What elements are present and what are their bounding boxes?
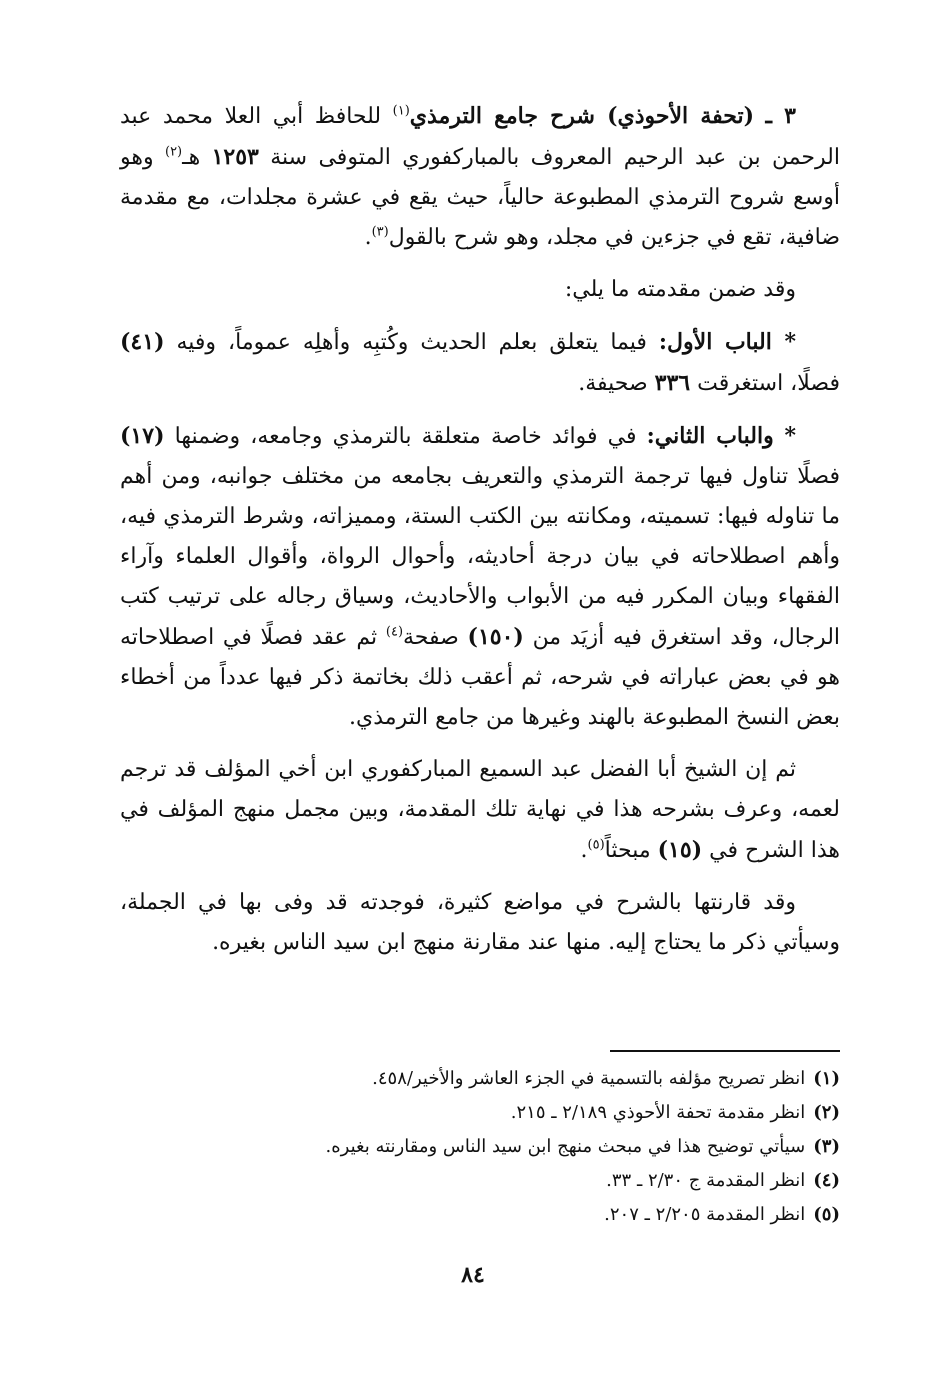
footnote-1 xyxy=(120,1062,840,1096)
section-count: (١٧) xyxy=(120,423,165,449)
paragraph-nephew xyxy=(120,750,840,871)
paragraph-text: صحيفة. xyxy=(578,371,648,396)
paragraph-text: فيما يتعلق بعلم الحديث وكُتبِه وأهلِه عموماً، وفيه xyxy=(176,330,647,355)
footnote-number: (٣) xyxy=(813,1136,840,1157)
footnote-4 xyxy=(120,1164,840,1198)
footnote-text: انظر تصريح مؤلفه بالتسمية في الجزء العاشر والأخير/٤٥٨. xyxy=(372,1068,806,1089)
paragraph-text: مبحثاً xyxy=(604,838,651,863)
paragraph-text: فصلًا تناول فيها ترجمة الترمذي والتعريف بجامعه من مختلف جوانبه، ومن أهم ما تناوله فيها: تسميته، ومكانته بين الكتب الستة، ومميزاته، وشرط الترمذي فيه، وأهم اصطلاحاته في بيان درجة أحاديثه، وأحوال الرواة، وأقوال العلماء وآراء الفقهاء وبيان المكرر فيه من الأبواب والأحاديث، وسياق رجاله على ترتيب كتب الرجال، وقد استغرق فيه أزيَد من xyxy=(120,464,841,650)
footnote-text: انظر المقدمة ج ٢/٣٠ ـ ٣٣. xyxy=(606,1170,806,1191)
paragraph-comparison: وقد قارنتها بالشرح في مواضع كثيرة، فوجدته قد وفى بها في الجملة، وسيأتي ذكر ما يحتاج إليه. منها عند مقارنة منهج ابن سيد الناس بغيره. xyxy=(120,890,840,955)
hijri-marker: هـ xyxy=(182,145,201,170)
page-count: ٣٣٦ xyxy=(654,370,691,396)
footnote-number: (٤) xyxy=(813,1170,840,1191)
paragraph-text: فصلًا، استغرقت xyxy=(697,371,840,396)
death-year: ١٢٥٣ xyxy=(211,144,259,170)
paragraph-text: ثم عقد فصلًا في اصطلاحاته هو في بعض عباراته في شرحه، ثم أعقب ذلك بخاتمة ذكر فيها عدداً من أخطاء بعض النسخ المطبوعة بالهند وغيرها من جامع الترمذي. xyxy=(120,625,840,730)
footnote-ref-5[interactable]: (٥) xyxy=(587,837,605,853)
book-title: (تحفة الأحوذي) شرح جامع الترمذي xyxy=(409,103,754,129)
paragraph-text: وهو أوسع شروح الترمذي المطبوعة حالياً، حيث يقع في عشرة مجلدات، مع مقدمة ضافية، تقع في جزءين في مجلد، وهو شرح بالقول xyxy=(120,145,840,250)
page-number: ٨٤ xyxy=(461,1262,485,1288)
item-number: ٣ ـ xyxy=(765,103,796,129)
punctuation: . xyxy=(580,838,588,863)
footnote-ref-3[interactable]: (٣) xyxy=(371,224,389,240)
paragraph-text: في فوائد خاصة متعلقة بالترمذي وجامعه، وضمنها xyxy=(174,424,637,449)
footnote-3 xyxy=(120,1130,840,1164)
footnote-number: (٢) xyxy=(813,1102,840,1123)
footnote-separator xyxy=(610,1050,840,1052)
paragraph-text: للحافظ أبي العلا محمد عبد الرحمن بن عبد الرحيم المعروف بالمباركفوري المتوفى سنة xyxy=(120,104,840,170)
main-text xyxy=(120,96,840,975)
paragraph-contents-intro: وقد ضمن مقدمته ما يلي: xyxy=(564,277,796,302)
footnote-text: سيأتي توضيح هذا في مبحث منهج ابن سيد الناس ومقارنته بغيره. xyxy=(325,1136,806,1157)
paragraph-text: صفحة xyxy=(403,625,459,650)
footnote-text: انظر المقدمة ٢/٢٠٥ ـ ٢٠٧. xyxy=(604,1204,806,1225)
section-count: (١٥) xyxy=(657,837,703,863)
footnote-ref-1[interactable]: (١) xyxy=(392,103,410,119)
page-count: (١٥٠) xyxy=(467,624,524,650)
footnote-ref-2[interactable]: (٢) xyxy=(164,144,183,160)
chapter-heading: * والباب الثاني: xyxy=(646,423,796,449)
paragraph-second-chapter xyxy=(120,416,840,738)
footnotes xyxy=(120,1062,840,1232)
paragraph-text: ثم إن الشيخ أبا الفضل عبد السميع المباركفوري ابن أخي المؤلف قد ترجم لعمه، وعرف بشرحه هذا في نهاية تلك المقدمة، وبين مجمل منهج المؤلف في هذا الشرح في xyxy=(120,757,840,863)
section-count: (٤١) xyxy=(120,329,165,355)
footnote-number: (٥) xyxy=(813,1204,840,1225)
footnote-2 xyxy=(120,1096,840,1130)
footnote-text: انظر مقدمة تحفة الأحوذي ٢/١٨٩ ـ ٢١٥. xyxy=(510,1102,806,1123)
footnote-ref-4[interactable]: (٤) xyxy=(385,624,404,640)
chapter-heading: * الباب الأول: xyxy=(658,329,796,355)
footnote-5 xyxy=(120,1198,840,1232)
paragraph-tuhfat-al-ahwadhi xyxy=(120,96,840,258)
punctuation: . xyxy=(364,225,372,250)
paragraph-first-chapter xyxy=(120,322,840,404)
footnote-number: (١) xyxy=(813,1068,840,1089)
